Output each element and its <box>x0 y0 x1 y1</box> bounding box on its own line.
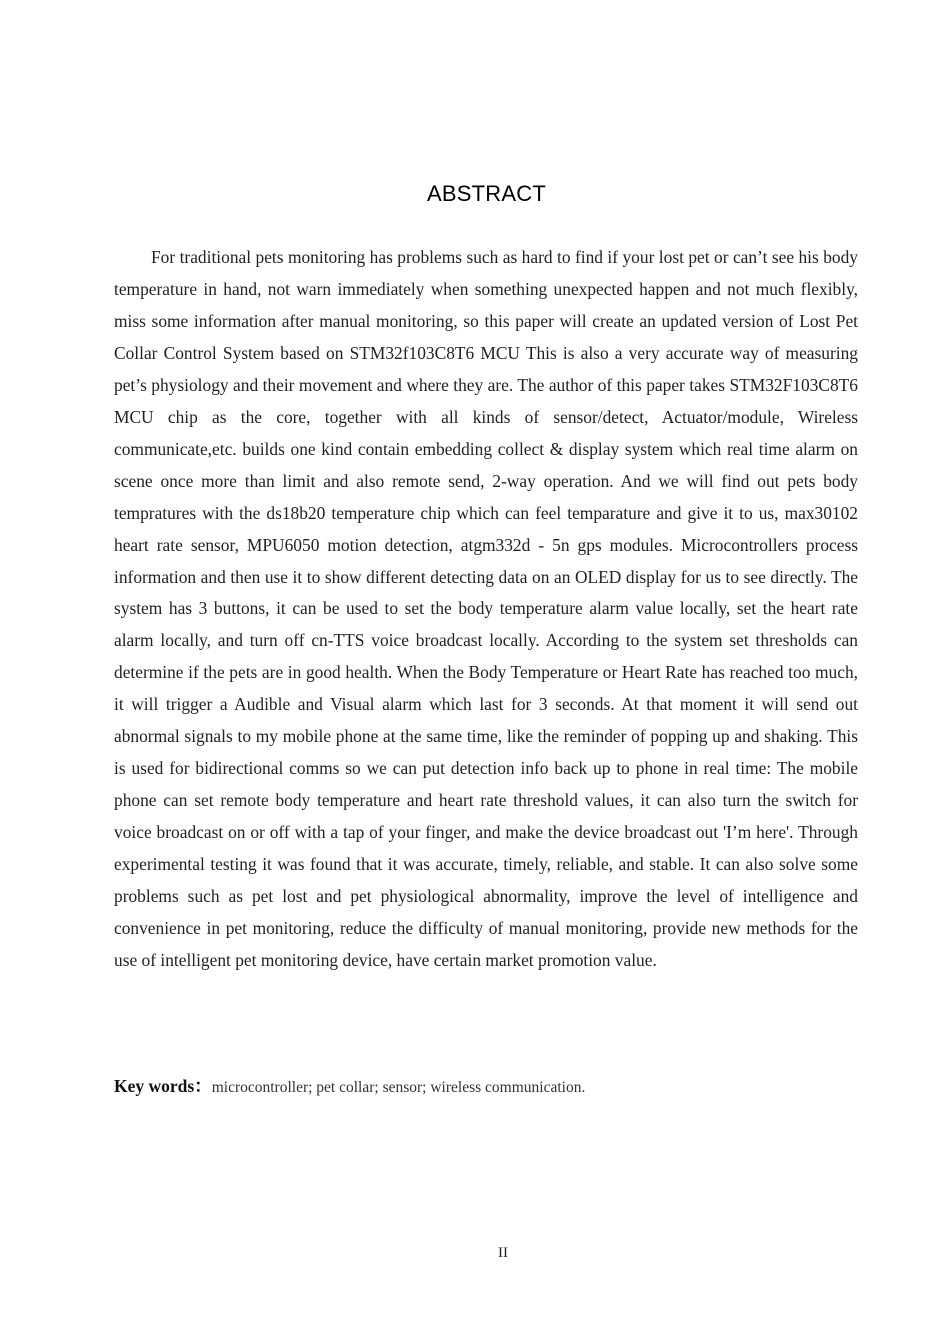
keywords-text: microcontroller; pet collar; sensor; wireless communication. <box>211 1079 586 1096</box>
abstract-paragraph: For traditional pets monitoring has problems such as hard to find if your lost pet or can’t see his body temperature in hand, not warn immediately when something unexpected happen and not much flexibly, miss some information after manual monitoring, so this paper will create an updated version of Lost Pet Collar Control System based on STM32f103C8T6 MCU This is also a very accurate way of measuring pet’s physiology and their movement and where they are. The author of this paper takes STM32F103C8T6 MCU chip as the core, together with all kinds of sensor/detect, Actuator/module, Wireless communicate,etc. builds one kind contain embedding collect & display system which real time alarm on scene once more than limit and also remote send, 2-way operation. And we will find out pets body tempratures with the ds18b20 temperature chip which can feel temparature and give it to us, max30102 heart rate sensor, MPU6050 motion detection, atgm332d - 5n gps modules. Microcontrollers process information and then use it to show different detecting data on an OLED display for us to see directly. The system has 3 buttons, it can be used to set the body temperature alarm value locally, set the heart rate alarm locally, and turn off cn-TTS voice broadcast locally. According to the system set thresholds can determine if the pets are in good health. When the Body Temperature or Heart Rate has reached too much, it will trigger a Audible and Visual alarm which last for 3 seconds. At that moment it will send out abnormal signals to my mobile phone at the same time, like the reminder of popping up and shaking. This is used for bidirectional comms so we can put detection info back up to phone in real time: The mobile phone can set remote body temperature and heart rate threshold values, it can also turn the switch for voice broadcast on or off with a tap of your finger, and make the device broadcast out 'I’m here'. Through experimental testing it was found that it was accurate, timely, reliable, and stable. It can also solve some problems such as pet lost and pet physiological abnormality, improve the level of intelligence and convenience in pet monitoring, reduce the difficulty of manual monitoring, provide new methods for the use of intelligent pet monitoring device, have certain market promotion value. <box>114 247 858 970</box>
page-number: II <box>498 1245 508 1261</box>
page-title: ABSTRACT <box>427 181 546 206</box>
keywords-label: Key words： <box>114 1076 212 1096</box>
keywords-line <box>114 1073 858 1098</box>
